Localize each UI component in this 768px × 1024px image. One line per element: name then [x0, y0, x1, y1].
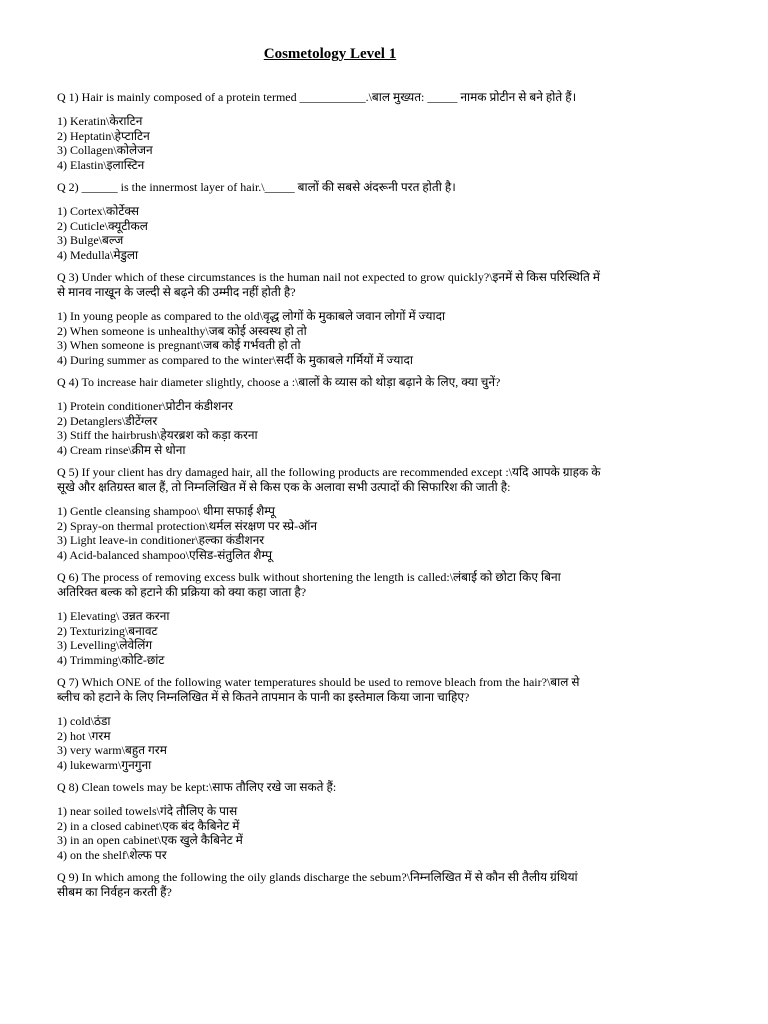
- answer-option: 1) In young people as compared to the old\वृद्ध लोगों के मुकाबले जवान लोगों में ज्यादा: [57, 309, 446, 323]
- answer-option: 2) in a closed cabinet\एक बंद कैबिनेट में: [57, 818, 240, 833]
- question-text: Q 9) In which among the following the oily glands discharge the sebum?\निम्नलिखित में से कौन सी तैलीय ग्रंथियां सीबम का निर्वहन करती हैं?: [57, 870, 578, 899]
- answer-option: 2) hot \गरम: [57, 728, 111, 743]
- question-block: [57, 270, 602, 367]
- answer-option: 3) Collagen\कोलेजन: [57, 143, 153, 157]
- answer-option: 2) Texturizing\बनावट: [57, 623, 158, 638]
- document-title: Cosmetology Level 1: [263, 46, 397, 62]
- question-text: Q 8) Clean towels may be kept:\साफ तौलिए रखे जा सकते हैं:: [57, 780, 337, 794]
- answer-option: 4) Acid-balanced shampoo\एसिड-संतुलित शैम्पू: [57, 547, 273, 562]
- answer-option: 3) Stiff the hairbrush\हेयरब्रश को कड़ा करना: [57, 428, 258, 442]
- question-block: [57, 375, 602, 457]
- answer-option: 1) near soiled towels\गंदे तौलिए के पास: [57, 804, 238, 818]
- answer-option: 4) During summer as compared to the winter\सर्दी के मुकाबले गर्मियों में ज्यादा: [57, 352, 413, 367]
- answer-option: 3) very warm\बहुत गरम: [57, 743, 167, 757]
- answer-option: 1) Elevating\ उन्नत करना: [57, 609, 170, 623]
- answer-option: 3) Bulge\बल्ज: [57, 233, 124, 247]
- question-block: [57, 180, 602, 262]
- answer-option: 4) on the shelf\शेल्फ पर: [57, 847, 167, 862]
- answer-option: 3) Light leave-in conditioner\हल्का कंडीशनर: [57, 533, 265, 547]
- question-text: Q 7) Which ONE of the following water temperatures should be used to remove bleach from the hair?\बाल से ब्लीच को हटाने के लिए निम्नलिखित में से कितने तापमान के पानी का इस्तेमाल किया जाना चाहिए?: [57, 675, 580, 704]
- answer-option: 2) Cuticle\क्यूटीकल: [57, 218, 148, 233]
- question-block: [57, 870, 602, 900]
- answer-option: 2) When someone is unhealthy\जब कोई अस्वस्थ हो तो: [57, 323, 307, 338]
- answer-option: 4) Cream rinse\क्रीम से धोना: [57, 442, 186, 457]
- answer-option: 1) Keratin\केराटिन: [57, 114, 143, 128]
- option-list: [57, 714, 602, 772]
- option-list: [57, 504, 602, 562]
- question-block: [57, 675, 602, 772]
- answer-option: 4) Medulla\मेडुला: [57, 247, 139, 262]
- answer-option: 3) in an open cabinet\एक खुले कैबिनेट में: [57, 833, 243, 847]
- question-block: [57, 780, 602, 862]
- answer-option: 2) Heptatin\हेप्टाटिन: [57, 128, 150, 143]
- option-list: [57, 609, 602, 667]
- answer-option: 1) cold\ठंडा: [57, 714, 111, 728]
- option-list: [57, 399, 602, 457]
- question-text: Q 6) The process of removing excess bulk without shortening the length is called:\लंबाई को छोटा किए बिना अतिरिक्त बल्क को हटाने की प्रक्रिया को क्या कहा जाता है?: [57, 570, 561, 599]
- answer-option: 4) Trimming\कोटि-छांट: [57, 652, 165, 667]
- answer-option: 2) Spray-on thermal protection\थर्मल संरक्षण पर स्प्रे-ऑन: [57, 518, 318, 533]
- answer-option: 4) lukewarm\गुनगुना: [57, 757, 152, 772]
- question-text: Q 5) If your client has dry damaged hair, all the following products are recommended except :\यदि आपके ग्राहक के सूखे और क्षतिग्रस्त बाल हैं, तो निम्नलिखित में से किस एक के अलावा सभी उत्पादों की सिफारिश की जाती है:: [57, 465, 601, 494]
- answer-option: 1) Protein conditioner\प्रोटीन कंडीशनर: [57, 399, 233, 413]
- answer-option: 4) Elastin\इलास्टिन: [57, 157, 145, 172]
- answer-option: 1) Cortex\कोर्टेक्स: [57, 204, 139, 218]
- question-list: [57, 90, 602, 909]
- option-list: [57, 804, 602, 862]
- answer-option: 1) Gentle cleansing shampoo\ धीमा सफाई शैम्पू: [57, 504, 275, 518]
- answer-option: 2) Detanglers\डीटेंग्लर: [57, 413, 158, 428]
- question-block: [57, 90, 602, 172]
- option-list: [57, 114, 602, 172]
- question-text: Q 3) Under which of these circumstances is the human nail not expected to grow quickly?\इनमें से किस परिस्थिति में से मानव नाखून के जल्दी से बढ़ने की उम्मीद नहीं होती है?: [57, 270, 600, 299]
- option-list: [57, 309, 602, 367]
- answer-option: 3) Levelling\लेवेलिंग: [57, 638, 153, 652]
- answer-option: 3) When someone is pregnant\जब कोई गर्भवती हो तो: [57, 338, 301, 352]
- question-block: [57, 465, 602, 562]
- question-text: Q 4) To increase hair diameter slightly, choose a :\बालों के व्यास को थोड़ा बढ़ाने के लिए, क्या चुनें?: [57, 375, 501, 389]
- question-text: Q 2) ______ is the innermost layer of hair.\_____ बालों की सबसे अंदरूनी परत होती है।: [57, 180, 456, 194]
- option-list: [57, 204, 602, 262]
- question-block: [57, 570, 602, 667]
- question-text: Q 1) Hair is mainly composed of a protein termed ___________.\बाल मुख्यत: _____ नामक प्रोटीन से बने होते हैं।: [57, 90, 577, 104]
